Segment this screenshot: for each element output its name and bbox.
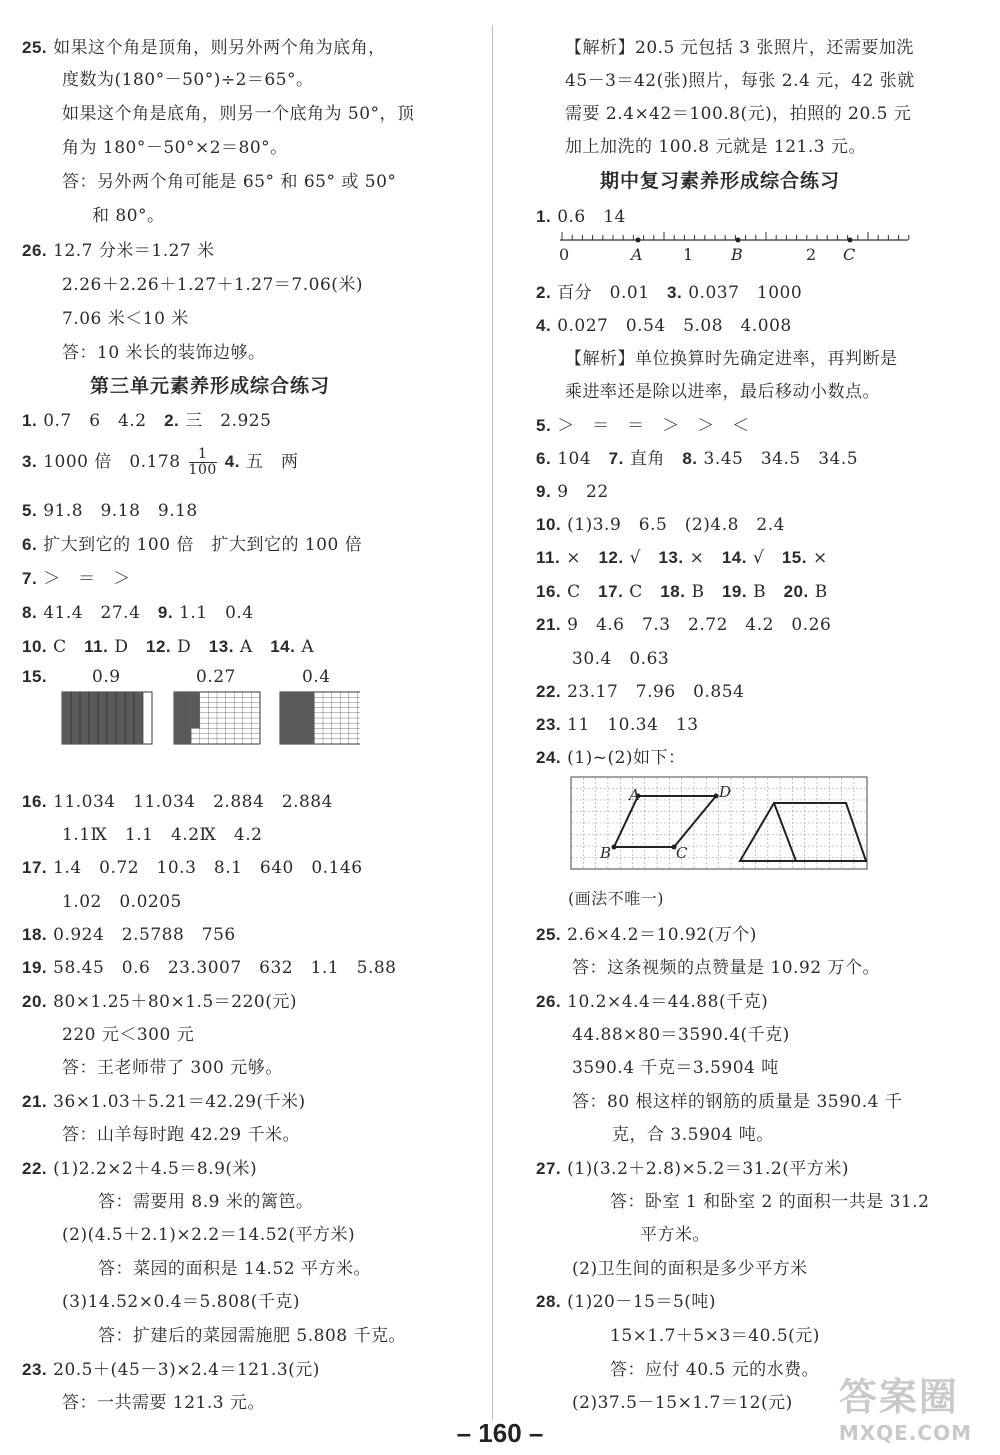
question-number: 23.: [536, 715, 562, 734]
answer-text: 单位换算时先确定进率，再判断是: [635, 349, 898, 369]
watermark-line1: 答案圈: [838, 1375, 959, 1419]
answer-22-line2: 答：需要用 8.9 米的篱笆。: [98, 1192, 314, 1212]
answer-27-line1: [536, 1154, 849, 1179]
grid-0-27: [174, 692, 260, 744]
answer-16-20: [536, 577, 828, 602]
answer-26-line1: [22, 236, 215, 261]
analysis-23-line4: 加上加洗的 100.8 元就是 121.3 元。: [565, 137, 866, 157]
point-a: [636, 238, 641, 243]
grid-0-9: [62, 692, 152, 744]
answer-text: 41.4 27.4: [43, 603, 141, 623]
fraction: [189, 447, 217, 478]
question-number: 14.: [721, 548, 747, 567]
question-number: 19.: [721, 582, 748, 601]
answer-22-line6: 答：扩建后的菜园需施肥 5.808 千克。: [98, 1326, 406, 1346]
answer-text: 五 两: [245, 452, 299, 472]
answer-text: D: [177, 637, 192, 657]
analysis-tag: 【解析】: [565, 38, 635, 58]
grid-0-4: [280, 692, 360, 744]
question-number: 20.: [783, 582, 809, 601]
answer-text: 9 22: [557, 482, 609, 502]
question-number: 12.: [598, 548, 624, 567]
answer-8-9: [22, 598, 254, 623]
question-number: 4.: [536, 316, 552, 335]
answer-21-line2: 答：山羊每时跑 42.29 千米。: [62, 1125, 300, 1145]
answer-text: 如果这个角是顶角，则另外两个角为底角，: [53, 38, 386, 58]
question-number: 13.: [658, 548, 684, 567]
watermark-line2: MXQE.COM: [838, 1421, 972, 1445]
question-number: 8.: [22, 603, 38, 622]
page-number: – 160 –: [456, 1418, 544, 1448]
question-number: 10.: [536, 515, 562, 534]
answer-text: 20.5＋(45－3)×2.4＝121.3(元): [53, 1360, 320, 1380]
drawing-note: (画法不唯一): [568, 889, 664, 908]
nl-label-a: A: [631, 245, 644, 264]
answer-text: ×: [812, 548, 828, 568]
answer-25-line2: 度数为(180°－50°)÷2＝65°。: [62, 70, 314, 90]
answer-26-line4: 答：10 米长的装饰边够。: [62, 343, 266, 363]
answer-10-14: [22, 632, 314, 657]
answer-16-line2: 1.1Ⅸ 1.1 4.2Ⅸ 4.2: [62, 825, 263, 845]
answer-11-15: [536, 543, 828, 568]
answer-6: [22, 530, 362, 555]
decimal-grid-diagrams: [60, 690, 360, 746]
question-number: 9.: [157, 603, 174, 622]
question-number: 12.: [146, 637, 172, 656]
question-number: 7.: [608, 449, 624, 468]
answer-text: 0.027 0.54 5.08 4.008: [557, 316, 792, 336]
question-number: 21.: [536, 615, 562, 634]
answer-text: ×: [689, 548, 705, 568]
answer-text: ＞ ＝ ＞: [43, 569, 131, 589]
analysis-tag: 【解析】: [565, 349, 635, 369]
answer-28-line1: [536, 1287, 716, 1312]
answer-text: (1)20－15＝5(吨): [567, 1292, 717, 1312]
answer-26-line1: [536, 987, 768, 1012]
answer-text: 9 4.6 7.3 2.72 4.2 0.26: [567, 615, 832, 635]
answer-text: 23.17 7.96 0.854: [567, 682, 745, 702]
answer-text: 0.924 2.5788 756: [53, 925, 236, 945]
question-number: 13.: [208, 637, 234, 656]
question-number: 9.: [536, 482, 552, 501]
question-number: 16.: [536, 582, 562, 601]
answer-text: 11 10.34 13: [567, 715, 699, 735]
answer-text: A: [301, 637, 315, 657]
question-number: 4.: [224, 452, 240, 471]
answer-text: 2.6×4.2＝10.92(万个): [567, 925, 757, 945]
question-number: 17.: [22, 858, 48, 877]
analysis-23-line3: 需要 2.4×42＝100.8(元)，拍照的 20.5 元: [565, 104, 912, 124]
answer-25-line5: 答：另外两个角可能是 65° 和 65° 或 50°: [62, 172, 397, 192]
question-number: 3.: [667, 283, 683, 302]
question-number: 15.: [22, 667, 48, 686]
answer-25-line3: 如果这个角是底角，则另一个底角为 50°，顶: [62, 104, 415, 124]
answer-17-line1: [22, 853, 363, 878]
analysis-4-line1: [565, 344, 898, 369]
question-number: 27.: [536, 1159, 562, 1178]
answer-text: B: [753, 582, 767, 602]
question-number: 6.: [536, 449, 552, 468]
analysis-4-line2: 乘进率还是除以进率，最后移动小数点。: [565, 382, 880, 402]
answer-text: D: [114, 637, 129, 657]
answer-15-label: [22, 667, 53, 687]
question-number: 1.: [22, 411, 38, 430]
grid-label-c: C: [676, 844, 688, 862]
answer-text: 80×1.25＋80×1.5＝220(元): [53, 992, 297, 1012]
answer-text: 百分 0.01: [557, 283, 650, 303]
analysis-23-line2: 45－3＝42(张)照片，每张 2.4 元，42 张就: [565, 71, 915, 91]
answer-text: ×: [566, 548, 581, 568]
answer-25-line2: 答：这条视频的点赞量是 10.92 万个。: [572, 958, 880, 978]
watermark-logo: [839, 1366, 972, 1445]
question-number: 2.: [164, 411, 180, 430]
answer-text: C: [629, 582, 643, 602]
answer-text: 0.037 1000: [688, 283, 803, 303]
answer-28-line4: (2)37.5－15×1.7＝12(元): [572, 1393, 793, 1413]
answer-20-line2: 220 元＜300 元: [62, 1025, 195, 1045]
question-number: 7.: [22, 569, 38, 588]
question-number: 14.: [270, 637, 296, 656]
point-b: [736, 238, 741, 243]
answer-21-line2: 30.4 0.63: [572, 649, 670, 669]
answer-text: 104: [557, 449, 592, 469]
question-number: 8.: [682, 449, 698, 468]
grid-label-a: A: [629, 786, 641, 804]
point-c: [848, 238, 853, 243]
answer-text: 91.8 9.18 9.18: [43, 501, 198, 521]
question-number: 24.: [536, 748, 562, 767]
question-number: 26.: [22, 241, 48, 260]
answer-26-line2: 44.88×80＝3590.4(千克): [572, 1025, 790, 1045]
answer-text: 扩大到它的 100 倍 扩大到它的 100 倍: [43, 535, 363, 555]
answer-text: 直角: [629, 449, 665, 469]
answer-21-line1: [22, 1087, 306, 1112]
question-number: 3.: [22, 452, 38, 471]
answer-26-line3: 3590.4 千克＝3.5904 吨: [572, 1058, 779, 1078]
answer-text: (1)3.9 6.5 (2)4.8 2.4: [567, 515, 785, 535]
answer-text: B: [814, 582, 828, 602]
answer-text: (1)(3.2＋2.8)×5.2＝31.2(平方米): [567, 1159, 849, 1179]
answer-text: ＞ ＝ ＝ ＞ ＞ ＜: [557, 416, 750, 436]
question-number: 10.: [22, 637, 48, 656]
answer-20-line1: [22, 987, 297, 1012]
answer-26-line3: 7.06 米＜10 米: [62, 309, 189, 329]
question-number: 15.: [781, 548, 807, 567]
answer-17-line2: 1.02 0.0205: [62, 892, 182, 912]
question-number: 18.: [660, 582, 686, 601]
question-number: 5.: [536, 416, 552, 435]
answer-16-line1: [22, 787, 333, 812]
grid-label-1: 0.9: [92, 667, 121, 687]
answer-text: 三 2.925: [185, 411, 272, 431]
answer-22: [536, 677, 744, 702]
answer-23-line2: 答：一共需要 121.3 元。: [62, 1393, 265, 1413]
fraction-denominator: 100: [188, 462, 217, 478]
nl-label-1: 1: [683, 245, 694, 264]
fraction-numerator: 1: [189, 447, 217, 463]
answer-text: C: [53, 637, 67, 657]
answer-26-line2: 2.26＋2.26＋1.27＋1.27＝7.06(米): [62, 275, 364, 295]
vertex-d: [714, 794, 719, 799]
answer-23-line1: [22, 1355, 320, 1380]
answer-text: 11.034 11.034 2.884 2.884: [53, 792, 333, 812]
question-number: 19.: [22, 958, 48, 977]
answer-22-line3: (2)(4.5＋2.1)×2.2＝14.52(平方米): [62, 1225, 356, 1245]
answer-text: 58.45 0.6 23.3007 632 1.1 5.88: [53, 958, 397, 978]
question-number: 23.: [22, 1360, 48, 1379]
section-heading-unit3: 第三单元素养形成综合练习: [90, 375, 331, 397]
answer-27-line3: 平方米。: [640, 1225, 710, 1245]
answer-text: 36×1.03＋5.21＝42.29(千米): [53, 1092, 306, 1112]
answer-text: 1.1 0.4: [179, 603, 254, 623]
section-heading-midterm: 期中复习素养形成综合练习: [600, 170, 841, 192]
answer-text: (1)2.2×2＋4.5＝8.9(米): [53, 1159, 258, 1179]
answer-27-line4: (2)卫生间的面积是多少平方米: [572, 1259, 808, 1279]
answer-5: [22, 496, 198, 521]
question-number: 11.: [84, 637, 109, 656]
answer-text: B: [691, 582, 705, 602]
answer-text: 3.45 34.5 34.5: [703, 449, 859, 469]
answer-20-line3: 答：王老师带了 300 元够。: [62, 1058, 283, 1078]
answer-text: (1)~(2)如下：: [567, 748, 686, 768]
answer-28-line2: 15×1.7＋5×3＝40.5(元): [610, 1326, 820, 1346]
answer-25-line4: 角为 180°－50°×2＝80°。: [62, 138, 288, 158]
question-number: 26.: [536, 992, 562, 1011]
answer-27-line2: 答：卧室 1 和卧室 2 的面积一共是 31.2: [610, 1192, 930, 1212]
answer-text: A: [239, 637, 253, 657]
vertex-b: [612, 845, 617, 850]
answer-text: 12.7 分米＝1.27 米: [53, 241, 215, 261]
nl-label-c: C: [843, 245, 856, 264]
question-number: 22.: [536, 682, 562, 701]
answer-22-line5: (3)14.52×0.4＝5.808(千克): [62, 1292, 300, 1312]
question-number: 20.: [22, 992, 48, 1011]
answer-25-line6: 和 80°。: [92, 206, 165, 226]
answer-text: 1000 倍 0.178: [43, 452, 181, 472]
question-number: 25.: [536, 925, 562, 944]
answer-1-2: [22, 406, 271, 431]
analysis-23-line1: [565, 33, 914, 58]
answer-25-line1: [22, 33, 386, 58]
question-number: 17.: [598, 582, 624, 601]
nl-label-0: 0: [559, 245, 570, 264]
question-number: 11.: [536, 548, 561, 567]
answer-22-line4: 答：菜园的面积是 14.52 平方米。: [98, 1259, 371, 1279]
answer-22-line1: [22, 1154, 257, 1179]
question-number: 5.: [22, 501, 38, 520]
question-number: 18.: [22, 925, 48, 944]
question-number: 16.: [22, 792, 48, 811]
answer-26-line5: 克，合 3.5904 吨。: [612, 1125, 774, 1145]
answer-text: 1.4 0.72 10.3 8.1 640 0.146: [53, 858, 363, 878]
question-number: 25.: [22, 38, 48, 57]
answer-2-3: [536, 278, 802, 303]
question-number: 1.: [536, 207, 552, 226]
question-number: 22.: [22, 1159, 48, 1178]
answer-25-line1: [536, 920, 757, 945]
column-divider: [492, 25, 493, 1420]
answer-28-line3: 答：应付 40.5 元的水费。: [610, 1360, 820, 1380]
answer-text: √: [752, 548, 765, 568]
answer-26-line4: 答：80 根这样的钢筋的质量是 3590.4 千: [572, 1092, 903, 1112]
question-number: 2.: [536, 283, 552, 302]
answer-1: [536, 202, 626, 227]
question-number: 6.: [22, 535, 38, 554]
answer-4: [536, 311, 792, 336]
nl-label-b: B: [731, 245, 744, 264]
answer-text: 0.7 6 4.2: [43, 411, 147, 431]
answer-text: C: [567, 582, 581, 602]
answer-text: 20.5 元包括 3 张照片，还需要加洗: [635, 38, 914, 58]
grid-label-2: 0.27: [196, 667, 236, 687]
answer-3-4: [22, 447, 298, 478]
answer-text: √: [629, 548, 641, 568]
answer-5: [536, 411, 750, 436]
answer-18: [22, 920, 236, 945]
answer-6-8: [536, 444, 858, 469]
answer-19: [22, 953, 396, 978]
nl-label-2: 2: [806, 245, 817, 264]
answer-9: [536, 477, 609, 502]
answer-7: [22, 564, 131, 589]
answer-10: [536, 510, 785, 535]
answer-23: [536, 710, 699, 735]
grid-label-b: B: [600, 844, 612, 862]
grid-label-d: D: [719, 783, 732, 801]
answer-text: 0.6 14: [557, 207, 626, 227]
answer-text: 10.2×4.4＝44.88(千克): [567, 992, 769, 1012]
question-number: 28.: [536, 1292, 562, 1311]
question-number: 21.: [22, 1092, 48, 1111]
grid-label-3: 0.4: [302, 667, 331, 687]
answer-24: [536, 743, 686, 768]
answer-21-line1: [536, 610, 831, 635]
